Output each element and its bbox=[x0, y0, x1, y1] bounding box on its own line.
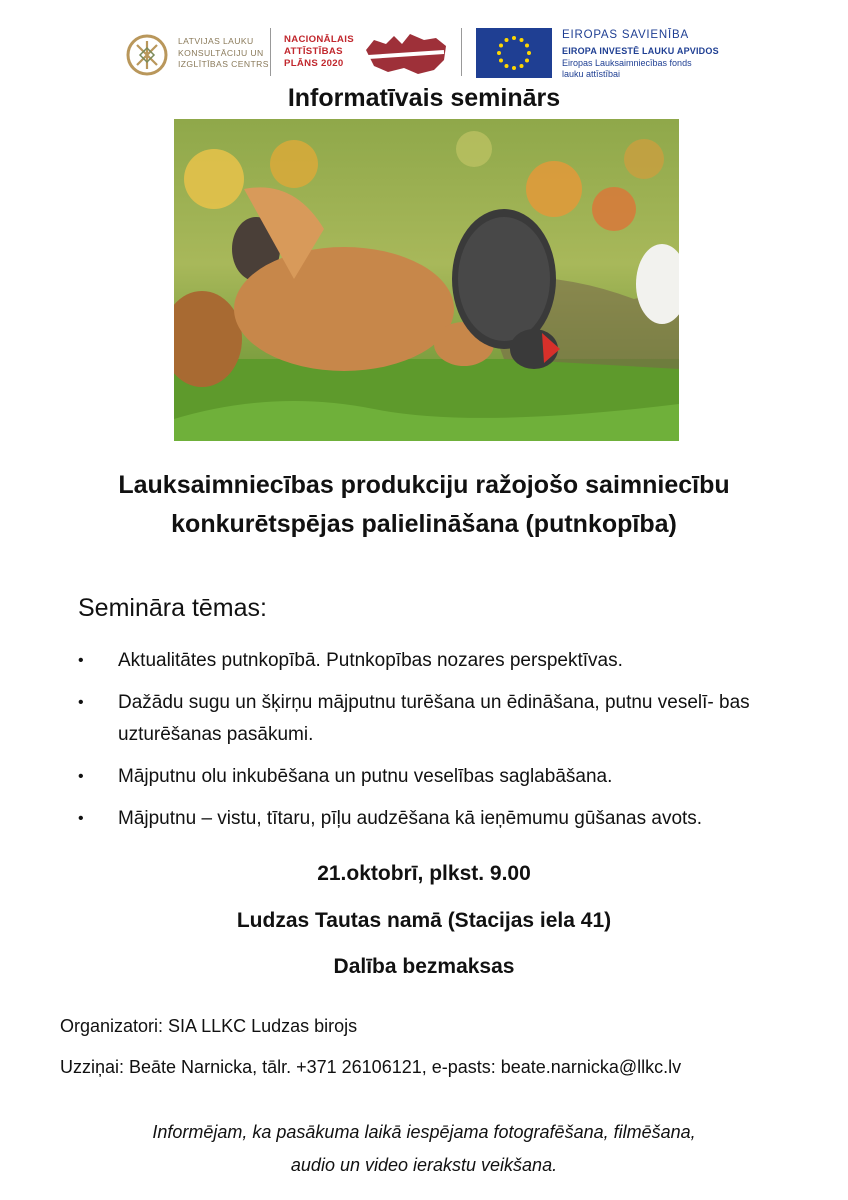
title-line: konkurētspējas palielināšana (putnkopība) bbox=[171, 510, 677, 538]
eu-star-icon bbox=[505, 64, 509, 68]
list-item: • Dažādu sugu un šķirņu mājputnu turēšana un ēdināšana, putnu veselī- bas uzturēšanas pasākumi. bbox=[78, 687, 798, 751]
contact-info: Uzziņai: Beāte Narnicka, tālr. +371 26106121, e-pasts: beate.narnicka@llkc.lv bbox=[60, 1057, 682, 1077]
eu-flag-icon bbox=[476, 28, 552, 78]
topics-heading: Semināra tēmas: bbox=[78, 594, 267, 622]
eu-logo-text bbox=[562, 28, 719, 80]
eu-star-icon bbox=[499, 59, 503, 63]
logo-bar bbox=[0, 24, 848, 84]
llkc-line: LATVIJAS LAUKU bbox=[178, 36, 254, 46]
llkc-logo-icon bbox=[126, 34, 168, 76]
event-fee: Dalība bezmaksas bbox=[333, 955, 515, 978]
nap-line: NACIONĀLAIS bbox=[284, 34, 354, 45]
list-item: • Mājputnu olu inkubēšana un putnu veselības saglabāšana. bbox=[78, 761, 798, 793]
notice-line: Informējam, ka pasākuma laikā iespējama fotografēšana, filmēšana, bbox=[152, 1122, 696, 1142]
list-item: • Mājputnu – vistu, tītaru, pīļu audzēšana kā ieņēmumu gūšanas avots. bbox=[78, 803, 798, 835]
eu-star-icon bbox=[499, 44, 503, 48]
chickens-photo bbox=[174, 119, 679, 441]
event-place: Ludzas Tautas namā (Stacijas iela 41) bbox=[236, 909, 612, 932]
eu-star-icon bbox=[497, 51, 501, 55]
eu-fund-line: lauku attīstībai bbox=[562, 69, 621, 79]
llkc-logo-text bbox=[178, 36, 269, 71]
eu-title: EIROPAS SAVIENĪBA bbox=[562, 29, 689, 41]
notice-line: audio un video ierakstu veikšana. bbox=[290, 1155, 558, 1175]
topics-list bbox=[78, 645, 798, 845]
event-date: 21.oktobrī, plkst. 9.00 bbox=[317, 862, 531, 885]
eu-star-icon bbox=[527, 51, 531, 55]
list-item: • Aktualitātes putnkopībā. Putnkopības nozares perspektīvas. bbox=[78, 645, 798, 677]
organizers: Organizatori: SIA LLKC Ludzas birojs bbox=[60, 1016, 358, 1036]
llkc-line: KONSULTĀCIJU UN bbox=[178, 47, 264, 58]
eu-star-icon bbox=[525, 44, 529, 48]
page-heading: Informatīvais seminārs bbox=[287, 84, 561, 112]
llkc-line: IZGLĪTĪBAS CENTRS bbox=[178, 59, 269, 69]
eu-fund-line: Eiropas Lauksaimniecības fonds bbox=[562, 58, 692, 68]
title-line: Lauksaimniecības produkciju ražojošo saimniecību bbox=[118, 471, 730, 499]
eu-star-icon bbox=[520, 64, 524, 68]
photo-notice bbox=[0, 1116, 848, 1182]
eu-star-icon bbox=[525, 59, 529, 63]
latvia-map-icon bbox=[364, 30, 448, 78]
eu-subtitle: EIROPA INVESTĒ LAUKU APVIDOS bbox=[562, 46, 719, 56]
logo-divider bbox=[461, 28, 462, 76]
logo-divider bbox=[270, 28, 271, 76]
eu-star-icon bbox=[512, 66, 516, 70]
nap-logo-text bbox=[284, 34, 354, 70]
seminar-title bbox=[40, 466, 808, 544]
eu-star-icon bbox=[520, 38, 524, 42]
eu-star-icon bbox=[505, 38, 509, 42]
nap-line: ATTĪSTĪBAS bbox=[284, 46, 343, 57]
nap-line: PLĀNS 2020 bbox=[284, 58, 344, 69]
eu-star-icon bbox=[512, 36, 516, 40]
